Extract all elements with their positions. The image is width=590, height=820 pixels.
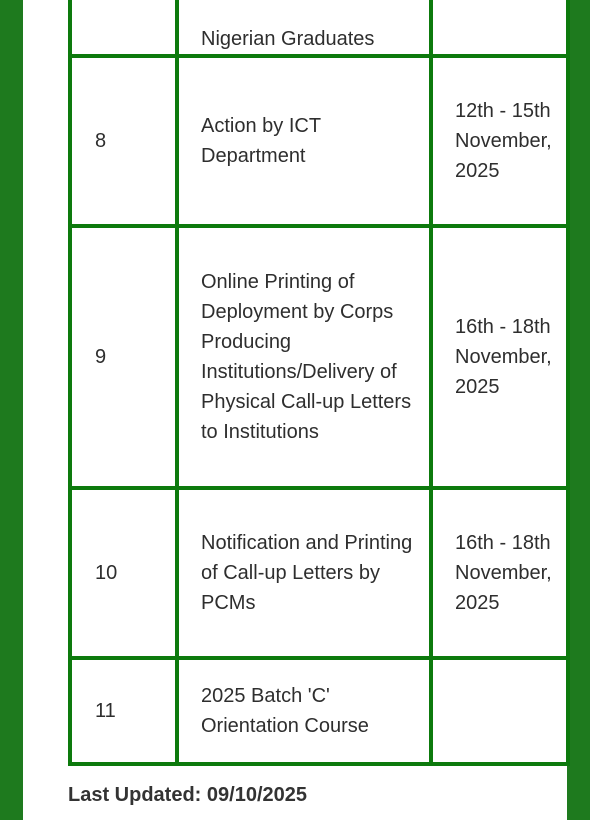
row-number: 10 [70, 488, 177, 658]
row-activity: Action by ICT Department [177, 56, 431, 226]
schedule-table [68, 0, 570, 766]
right-green-border [567, 0, 590, 820]
table-row [70, 56, 568, 226]
left-green-border [0, 0, 23, 820]
table-row [70, 488, 568, 658]
row-date: 16th - 18th November, 2025 [431, 488, 568, 658]
table-row [70, 0, 568, 56]
row-date [431, 658, 568, 764]
row-date: 12th - 15th November, 2025 [431, 56, 568, 226]
row-number: 11 [70, 658, 177, 764]
row-activity: Notification and Printing of Call-up Letters by PCMs [177, 488, 431, 658]
last-updated-text: Last Updated: 09/10/2025 [68, 784, 307, 806]
row-activity: Nigerian Graduates [177, 0, 431, 56]
table-row [70, 226, 568, 488]
row-number: 9 [70, 226, 177, 488]
row-date [431, 0, 568, 56]
row-activity: 2025 Batch 'C' Orientation Course [177, 658, 431, 764]
row-number: 8 [70, 56, 177, 226]
table-row [70, 658, 568, 764]
page-content [23, 0, 567, 820]
row-activity: Online Printing of Deployment by Corps Producing Institutions/Delivery of Physical Call-up Letters to Institutions [177, 226, 431, 488]
row-date: 16th - 18th November, 2025 [431, 226, 568, 488]
row-number [70, 0, 177, 56]
